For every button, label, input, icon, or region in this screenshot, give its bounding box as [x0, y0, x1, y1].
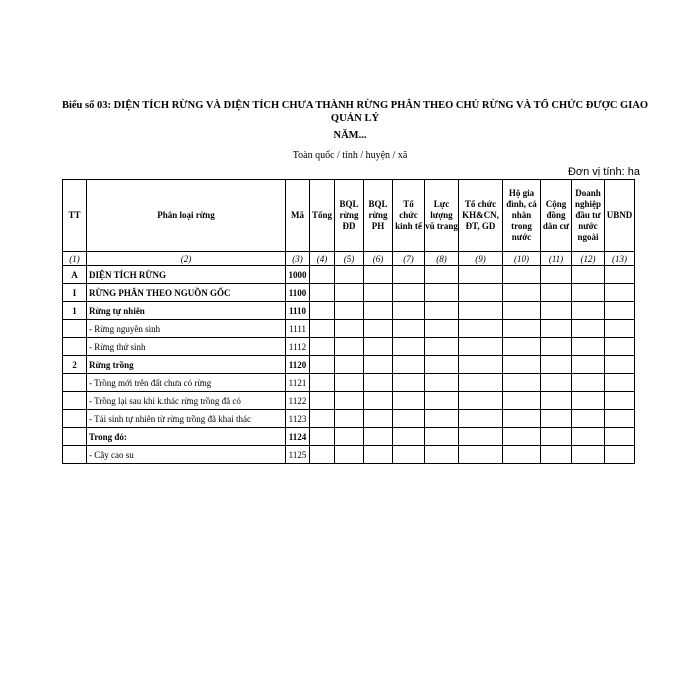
value-cell[interactable]	[459, 338, 503, 356]
column-header: TT	[63, 180, 87, 252]
column-number: (1)	[63, 252, 87, 266]
value-cell[interactable]	[425, 320, 459, 338]
value-cell[interactable]	[541, 356, 572, 374]
value-cell[interactable]	[605, 284, 635, 302]
column-number: (9)	[459, 252, 503, 266]
value-cell[interactable]	[572, 392, 605, 410]
column-header: Doanh nghiệp đầu tư nước ngoài	[572, 180, 605, 252]
row-index	[63, 320, 87, 338]
value-cell[interactable]	[364, 410, 393, 428]
column-number: (12)	[572, 252, 605, 266]
column-number: (5)	[335, 252, 364, 266]
column-number: (4)	[310, 252, 335, 266]
column-number: (6)	[364, 252, 393, 266]
value-cell[interactable]	[335, 284, 364, 302]
table-row	[63, 320, 635, 338]
column-header: Lực lượng vũ trang	[425, 180, 459, 252]
value-cell[interactable]	[605, 392, 635, 410]
value-cell[interactable]	[459, 302, 503, 320]
value-cell[interactable]	[503, 320, 541, 338]
value-cell[interactable]	[335, 410, 364, 428]
table-row	[63, 302, 635, 320]
value-cell[interactable]	[503, 356, 541, 374]
value-cell[interactable]	[393, 410, 425, 428]
value-cell[interactable]	[503, 338, 541, 356]
value-cell[interactable]	[572, 338, 605, 356]
value-cell[interactable]	[393, 320, 425, 338]
value-cell[interactable]	[572, 428, 605, 446]
row-category: - Trồng mới trên đất chưa có rừng	[87, 374, 286, 392]
value-cell[interactable]	[310, 338, 335, 356]
column-header: Tổng	[310, 180, 335, 252]
row-category: - Tái sinh tự nhiên từ rừng trồng đã khai thác	[87, 410, 286, 428]
table-row	[63, 338, 635, 356]
column-header: Cộng đồng dân cư	[541, 180, 572, 252]
table-row	[63, 428, 635, 446]
value-cell[interactable]	[425, 338, 459, 356]
value-cell[interactable]	[503, 446, 541, 464]
value-cell[interactable]	[310, 320, 335, 338]
row-code: 1123	[286, 410, 310, 428]
value-cell[interactable]	[364, 356, 393, 374]
value-cell[interactable]	[572, 356, 605, 374]
row-code: 1000	[286, 266, 310, 284]
header-row	[63, 180, 635, 252]
value-cell[interactable]	[605, 356, 635, 374]
row-category: - Rừng thứ sinh	[87, 338, 286, 356]
table-row	[63, 266, 635, 284]
row-index	[63, 410, 87, 428]
value-cell[interactable]	[503, 374, 541, 392]
value-cell[interactable]	[541, 392, 572, 410]
column-header: BQL rừng PH	[364, 180, 393, 252]
value-cell[interactable]	[335, 266, 364, 284]
row-code: 1125	[286, 446, 310, 464]
column-header: Tổ chức kinh tế	[393, 180, 425, 252]
value-cell[interactable]	[393, 302, 425, 320]
unit-label: Đơn vị tính: ha	[567, 166, 640, 178]
value-cell[interactable]	[425, 284, 459, 302]
row-category: Rừng trồng	[87, 356, 286, 374]
row-index: A	[63, 266, 87, 284]
column-header: Phân loại rừng	[87, 180, 286, 252]
value-cell[interactable]	[605, 374, 635, 392]
value-cell[interactable]	[605, 338, 635, 356]
row-category: Trong đó:	[87, 428, 286, 446]
value-cell[interactable]	[605, 446, 635, 464]
value-cell[interactable]	[541, 446, 572, 464]
value-cell[interactable]	[605, 428, 635, 446]
row-index	[63, 392, 87, 410]
value-cell[interactable]	[364, 428, 393, 446]
table-row	[63, 356, 635, 374]
report-year: NĂM...	[333, 130, 367, 141]
value-cell[interactable]	[310, 302, 335, 320]
table-row	[63, 374, 635, 392]
row-index	[63, 446, 87, 464]
value-cell[interactable]	[459, 284, 503, 302]
value-cell[interactable]	[335, 446, 364, 464]
value-cell[interactable]	[605, 320, 635, 338]
value-cell[interactable]	[503, 392, 541, 410]
report-title: Biểu số 03: DIỆN TÍCH RỪNG VÀ DIỆN TÍCH CHƯA THÀNH RỪNG PHÂN THEO CHỦ RỪNG VÀ TỔ CHỨC ĐƯỢC GIAO QUẢN LÝ	[61, 100, 649, 124]
table-row	[63, 410, 635, 428]
column-number: (3)	[286, 252, 310, 266]
value-cell[interactable]	[364, 266, 393, 284]
value-cell[interactable]	[425, 302, 459, 320]
value-cell[interactable]	[364, 338, 393, 356]
value-cell[interactable]	[393, 284, 425, 302]
row-index	[63, 374, 87, 392]
row-code: 1124	[286, 428, 310, 446]
column-header: UBND	[605, 180, 635, 252]
row-code: 1112	[286, 338, 310, 356]
value-cell[interactable]	[541, 266, 572, 284]
value-cell[interactable]	[335, 302, 364, 320]
row-index: 1	[63, 302, 87, 320]
value-cell[interactable]	[364, 302, 393, 320]
column-number: (10)	[503, 252, 541, 266]
value-cell[interactable]	[572, 302, 605, 320]
value-cell[interactable]	[541, 320, 572, 338]
value-cell[interactable]	[393, 446, 425, 464]
value-cell[interactable]	[393, 374, 425, 392]
value-cell[interactable]	[335, 320, 364, 338]
value-cell[interactable]	[335, 374, 364, 392]
column-number-row	[63, 252, 635, 266]
column-number: (7)	[393, 252, 425, 266]
value-cell[interactable]	[310, 284, 335, 302]
row-index: 2	[63, 356, 87, 374]
value-cell[interactable]	[425, 446, 459, 464]
row-code: 1121	[286, 374, 310, 392]
value-cell[interactable]	[605, 302, 635, 320]
column-header: BQL rừng ĐD	[335, 180, 364, 252]
value-cell[interactable]	[393, 428, 425, 446]
value-cell[interactable]	[310, 446, 335, 464]
row-code: 1110	[286, 302, 310, 320]
row-category: - Trồng lại sau khi k.thác rừng trồng đã có	[87, 392, 286, 410]
value-cell[interactable]	[605, 410, 635, 428]
table-row	[63, 392, 635, 410]
column-header: Mã	[286, 180, 310, 252]
row-code: 1120	[286, 356, 310, 374]
value-cell[interactable]	[425, 374, 459, 392]
value-cell[interactable]	[541, 284, 572, 302]
value-cell[interactable]	[541, 374, 572, 392]
value-cell[interactable]	[310, 374, 335, 392]
value-cell[interactable]	[541, 428, 572, 446]
value-cell[interactable]	[364, 374, 393, 392]
forest-area-table	[62, 179, 635, 464]
value-cell[interactable]	[425, 266, 459, 284]
value-cell[interactable]	[310, 356, 335, 374]
value-cell[interactable]	[459, 266, 503, 284]
value-cell[interactable]	[393, 338, 425, 356]
row-category: - Rừng nguyên sinh	[87, 320, 286, 338]
value-cell[interactable]	[541, 410, 572, 428]
value-cell[interactable]	[541, 302, 572, 320]
value-cell[interactable]	[572, 410, 605, 428]
row-category: - Cây cao su	[87, 446, 286, 464]
table-row	[63, 446, 635, 464]
value-cell[interactable]	[572, 266, 605, 284]
value-cell[interactable]	[364, 284, 393, 302]
value-cell[interactable]	[572, 320, 605, 338]
row-index	[63, 338, 87, 356]
value-cell[interactable]	[310, 410, 335, 428]
value-cell[interactable]	[393, 266, 425, 284]
table-row	[63, 284, 635, 302]
value-cell[interactable]	[459, 410, 503, 428]
column-number: (2)	[87, 252, 286, 266]
value-cell[interactable]	[425, 392, 459, 410]
value-cell[interactable]	[572, 374, 605, 392]
value-cell[interactable]	[503, 284, 541, 302]
value-cell[interactable]	[572, 284, 605, 302]
value-cell[interactable]	[605, 266, 635, 284]
value-cell[interactable]	[459, 374, 503, 392]
column-header: Tổ chức KH&CN, ĐT, GD	[459, 180, 503, 252]
column-number: (11)	[541, 252, 572, 266]
column-number: (8)	[425, 252, 459, 266]
value-cell[interactable]	[503, 266, 541, 284]
row-index: I	[63, 284, 87, 302]
value-cell[interactable]	[503, 302, 541, 320]
value-cell[interactable]	[310, 266, 335, 284]
value-cell[interactable]	[335, 392, 364, 410]
value-cell[interactable]	[459, 356, 503, 374]
row-category: Rừng tự nhiên	[87, 302, 286, 320]
value-cell[interactable]	[364, 446, 393, 464]
value-cell[interactable]	[310, 428, 335, 446]
row-index	[63, 428, 87, 446]
value-cell[interactable]	[425, 410, 459, 428]
row-code: 1122	[286, 392, 310, 410]
column-number: (13)	[605, 252, 635, 266]
value-cell[interactable]	[459, 446, 503, 464]
row-category: RỪNG PHÂN THEO NGUỒN GỐC	[87, 284, 286, 302]
value-cell[interactable]	[393, 392, 425, 410]
value-cell[interactable]	[503, 428, 541, 446]
value-cell[interactable]	[503, 410, 541, 428]
value-cell[interactable]	[459, 392, 503, 410]
value-cell[interactable]	[335, 356, 364, 374]
row-code: 1111	[286, 320, 310, 338]
value-cell[interactable]	[335, 338, 364, 356]
value-cell[interactable]	[425, 356, 459, 374]
report-scope: Toàn quốc / tỉnh / huyện / xã	[292, 150, 408, 161]
value-cell[interactable]	[393, 356, 425, 374]
value-cell[interactable]	[364, 320, 393, 338]
value-cell[interactable]	[459, 428, 503, 446]
value-cell[interactable]	[425, 428, 459, 446]
row-code: 1100	[286, 284, 310, 302]
row-category: DIỆN TÍCH RỪNG	[87, 266, 286, 284]
value-cell[interactable]	[364, 392, 393, 410]
value-cell[interactable]	[541, 338, 572, 356]
value-cell[interactable]	[335, 428, 364, 446]
value-cell[interactable]	[459, 320, 503, 338]
value-cell[interactable]	[310, 392, 335, 410]
value-cell[interactable]	[572, 446, 605, 464]
column-header: Hộ gia đình, cá nhân trong nước	[503, 180, 541, 252]
